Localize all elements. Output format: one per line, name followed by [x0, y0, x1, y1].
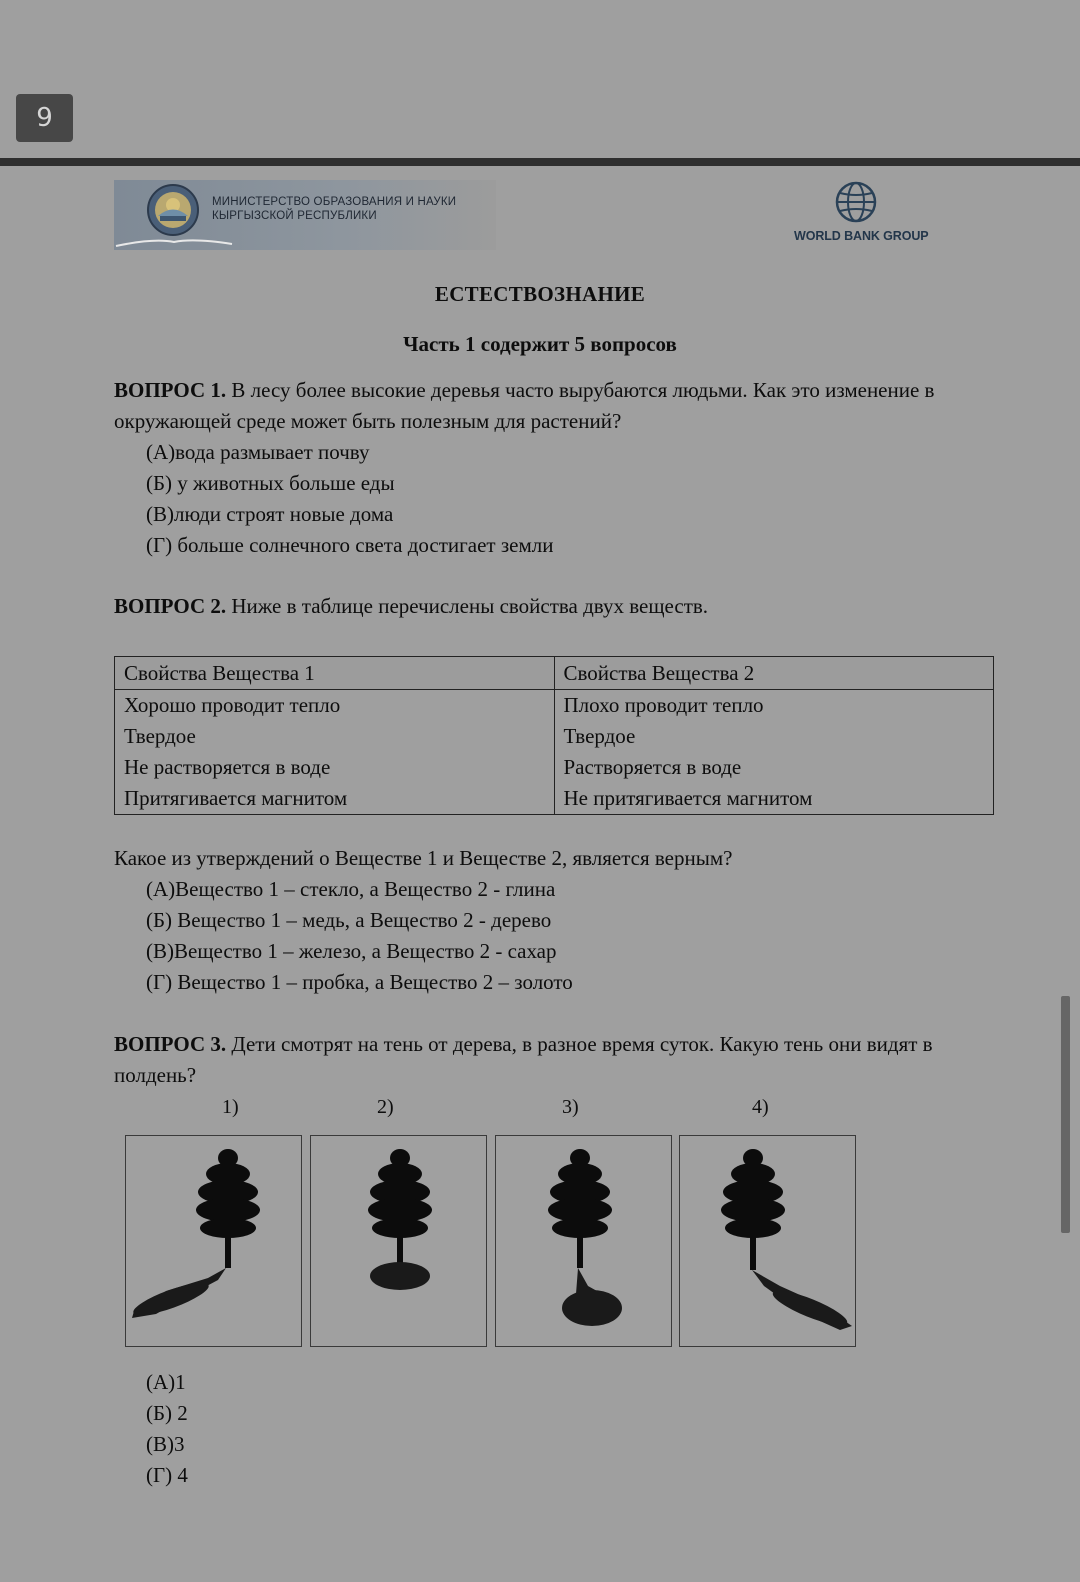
ministry-name [212, 195, 456, 223]
question-2-prompt: Какое из утверждений о Веществе 1 и Веществе 2, является верным? [114, 846, 733, 870]
table-cell: Растворяется в воде [554, 752, 994, 783]
table-cell: Плохо проводит тепло [554, 690, 994, 722]
globe-icon [834, 180, 878, 224]
properties-table [114, 656, 994, 815]
tree-shadow-below-icon [311, 1136, 488, 1348]
tree-shadow-front-icon [496, 1136, 673, 1348]
table-row [115, 752, 994, 783]
table-cell: Хорошо проводит тепло [115, 690, 555, 722]
question-2 [114, 591, 994, 622]
q2-option-a[interactable]: (А)Вещество 1 – стекло, а Вещество 2 - глина [146, 877, 556, 901]
table-cell: Не растворяется в воде [115, 752, 555, 783]
ministry-logo [114, 180, 496, 250]
book-icon [114, 236, 234, 250]
tree-shadow-left-icon [126, 1136, 303, 1348]
image-label-2: 2) [377, 1096, 394, 1118]
ministry-name-line2: КЫРГЫЗСКОЙ РЕСПУБЛИКИ [212, 210, 377, 222]
table-header-substance-1: Свойства Вещества 1 [115, 657, 555, 690]
q3-option-a[interactable]: (А)1 [146, 1370, 186, 1394]
question-3-options [146, 1367, 188, 1491]
question-3-label: ВОПРОС 3. [114, 1032, 227, 1056]
scrollbar-thumb[interactable] [1061, 996, 1070, 1233]
tree-image-1 [125, 1135, 302, 1347]
q3-option-c[interactable]: (В)3 [146, 1432, 185, 1456]
image-label-1: 1) [222, 1096, 239, 1118]
question-2-label: ВОПРОС 2. [114, 594, 227, 618]
part-title: Часть 1 содержит 5 вопросов [403, 332, 677, 356]
q1-option-a[interactable]: (А)вода размывает почву [146, 440, 370, 464]
q1-option-c[interactable]: (В)люди строят новые дома [146, 502, 394, 526]
subject-title: ЕСТЕСТВОЗНАНИЕ [434, 282, 646, 306]
question-3-text: Дети смотрят на тень от дерева, в разное время суток. Какую тень они видят в полдень? [114, 1032, 933, 1087]
q3-option-d[interactable]: (Г) 4 [146, 1463, 188, 1487]
q2-option-b[interactable]: (Б) Вещество 1 – медь, а Вещество 2 - дерево [146, 908, 552, 932]
tree-shadow-right-icon [680, 1136, 857, 1348]
question-1-label: ВОПРОС 1. [114, 378, 227, 402]
question-3 [114, 1029, 994, 1091]
tree-image-3 [495, 1135, 672, 1347]
table-cell: Твердое [554, 721, 994, 752]
world-bank-logo [790, 180, 930, 250]
image-label-4: 4) [752, 1096, 769, 1118]
q3-option-b[interactable]: (Б) 2 [146, 1401, 188, 1425]
question-2-text: Ниже в таблице перечислены свойства двух веществ. [226, 594, 709, 618]
question-2-options [146, 874, 573, 998]
q1-option-d[interactable]: (Г) больше солнечного света достигает земли [146, 533, 554, 557]
tree-image-2 [310, 1135, 487, 1347]
ministry-name-line1: МИНИСТЕРСТВО ОБРАЗОВАНИЯ И НАУКИ [212, 196, 457, 208]
table-cell: Не притягивается магнитом [554, 783, 994, 815]
table-header-row [115, 657, 994, 690]
emblem-icon [146, 183, 200, 237]
tree-image-4 [679, 1135, 856, 1347]
world-bank-text: WORLD BANK GROUP [794, 229, 929, 243]
page-number-badge: 9 [16, 94, 73, 142]
table-header-substance-2: Свойства Вещества 2 [554, 657, 994, 690]
top-divider [0, 158, 1080, 166]
table-cell: Притягивается магнитом [115, 783, 555, 815]
table-row [115, 783, 994, 815]
table-row [115, 690, 994, 722]
question-1-options [146, 437, 553, 561]
table-row [115, 721, 994, 752]
question-1-text: В лесу более высокие деревья часто вырубаются людьми. Как это изменение в окружающей среде может быть полезным для растений? [114, 378, 935, 433]
image-label-3: 3) [562, 1096, 579, 1118]
q1-option-b[interactable]: (Б) у животных больше еды [146, 471, 395, 495]
q2-option-c[interactable]: (В)Вещество 1 – железо, а Вещество 2 - сахар [146, 939, 557, 963]
q2-option-d[interactable]: (Г) Вещество 1 – пробка, а Вещество 2 – золото [146, 970, 573, 994]
question-1 [114, 375, 994, 437]
table-cell: Твердое [115, 721, 555, 752]
